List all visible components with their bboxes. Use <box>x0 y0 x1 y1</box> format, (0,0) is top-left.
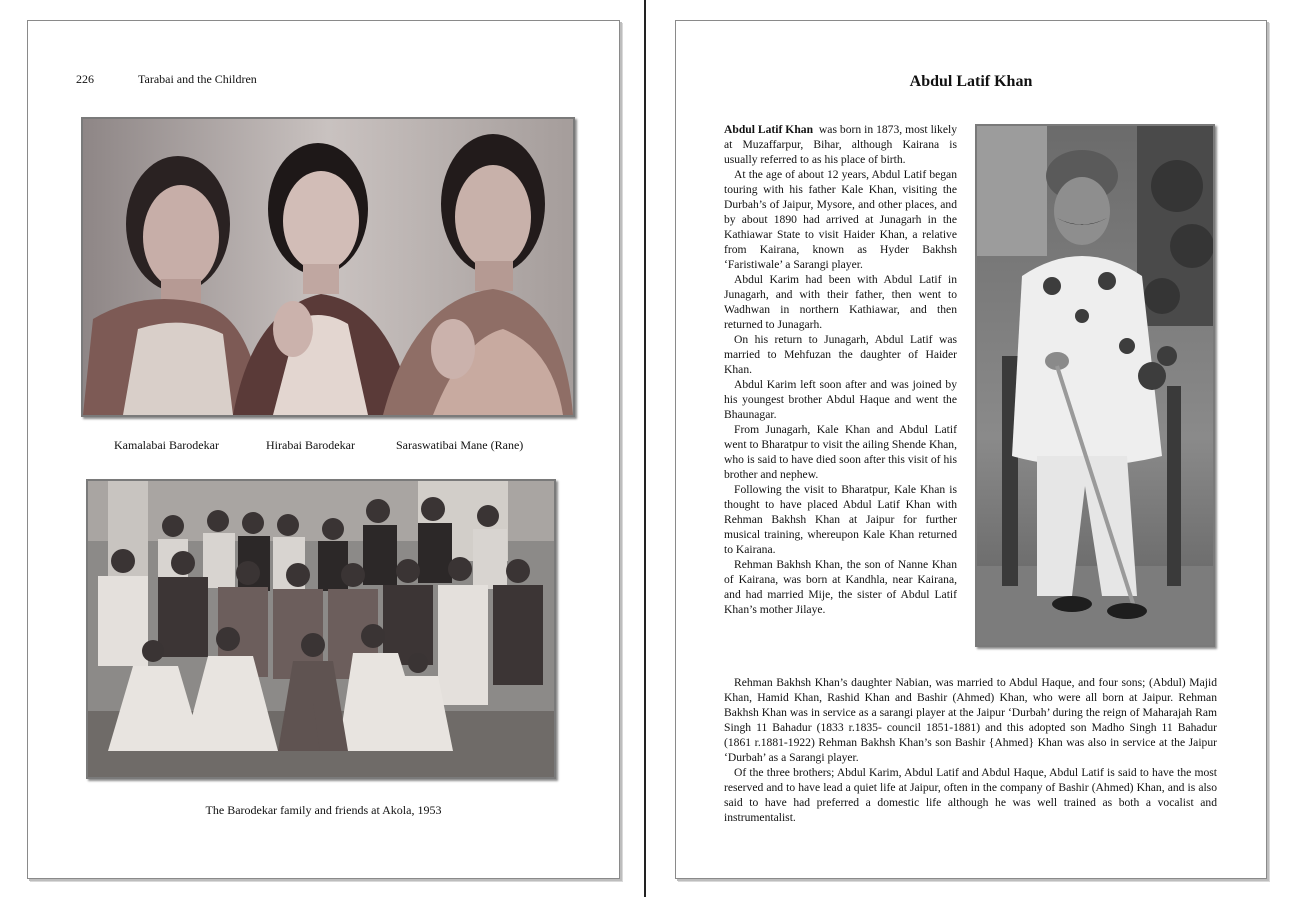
paragraph: Abdul Karim had been with Abdul Latif in Junagarh, and with their father, then went to Wadhwan in northern Kathiawar, and then returned to Junagarh. <box>724 273 957 331</box>
article-title: Abdul Latif Khan <box>909 73 1033 90</box>
abdul-latif-khan-portrait <box>975 124 1215 647</box>
caption-kamalabai: Kamalabai Barodekar <box>114 438 219 452</box>
right-page <box>675 20 1267 879</box>
lead-name: Abdul Latif Khan <box>724 123 814 136</box>
page-number: 226 <box>76 72 94 86</box>
paragraph: On his return to Junagarh, Abdul Latif was married to Mehfuzan the daughter of Haider Khan. <box>724 333 957 376</box>
paragraph: Rehman Bakhsh Khan, the son of Nanne Khan of Kairana, was born at Kandhla, near Kairana, and had married Mije, the sister of Abdul Latif Khan’s mother Jilaye. <box>724 558 957 616</box>
paragraph-text: was born in 1873, most likely at Muzaffarpur, Bihar, although Kairana is usually referred to as his place of birth. <box>724 123 957 166</box>
paragraph: Of the three brothers; Abdul Karim, Abdul Latif and Abdul Haque, Abdul Latif is said to have the most reserved and to have lead a quiet life at Jaipur, often in the company of Bashir (Ahmed) Khan, and is also said to have had preferred a domestic life although he was well trained as both a vocalist and instrumentalist. <box>724 766 1217 824</box>
left-page <box>27 20 620 879</box>
column-text <box>724 122 957 617</box>
paragraph: From Junagarh, Kale Khan and Abdul Latif went to Bharatpur to visit the ailing Shende Khan, who is said to have died soon after this visit of his brother and nephew. <box>724 423 957 481</box>
full-width-text <box>724 675 1217 825</box>
running-title: Tarabai and the Children <box>138 72 257 86</box>
book-spine <box>644 0 646 897</box>
running-head <box>76 72 257 87</box>
caption-saraswatibai: Saraswatibai Mane (Rane) <box>396 438 524 452</box>
family-photo-caption: The Barodekar family and friends at Akola, 1953 <box>205 803 442 817</box>
paragraph: At the age of about 12 years, Abdul Latif began touring with his father Kale Khan, visiting the Durbah’s of Jaipur, Mysore, and other places, and by about 1890 had arrived at Junagarh in the Kathiawar State to visit Haider Khan, a relative from Kairana, known as Hyder Bakhsh ‘Faristiwale’ a Sarangi player. <box>724 168 957 271</box>
paragraph: Rehman Bakhsh Khan’s daughter Nabian, was married to Abdul Haque, and four sons; (Abdul) Majid Khan, Hamid Khan, Rashid Khan and Bashir (Ahmed) Khan, who were all born at Jaipur. Rehman Bakhsh Khan was in service as a sarangi player at the Jaipur ‘Durbah’ during the reign of Maharajah Ram Singh 11 Bahadur (1833 r.1835- council 1851-1881) and this adopted son Madho Singh 11 Bahadur (1861 r.1881-1922) Rehman Bakhsh Khan’s son Bashir {Ahmed} Khan was also in service at the Jaipur ‘Durbah’ as a Sarangi player. <box>724 676 1217 764</box>
paragraph <box>724 122 957 167</box>
family-group-photo <box>86 479 556 779</box>
sisters-photo <box>81 117 575 417</box>
caption-hirabai: Hirabai Barodekar <box>266 438 355 452</box>
paragraph: Abdul Karim left soon after and was joined by his youngest brother Abdul Haque and went the Bhaunagar. <box>724 378 957 421</box>
paragraph: Following the visit to Bharatpur, Kale Khan is thought to have placed Abdul Latif Khan with Rehman Bakhsh Khan at Jaipur for further musical training, whereupon Kale Khan returned to Kairana. <box>724 483 957 556</box>
